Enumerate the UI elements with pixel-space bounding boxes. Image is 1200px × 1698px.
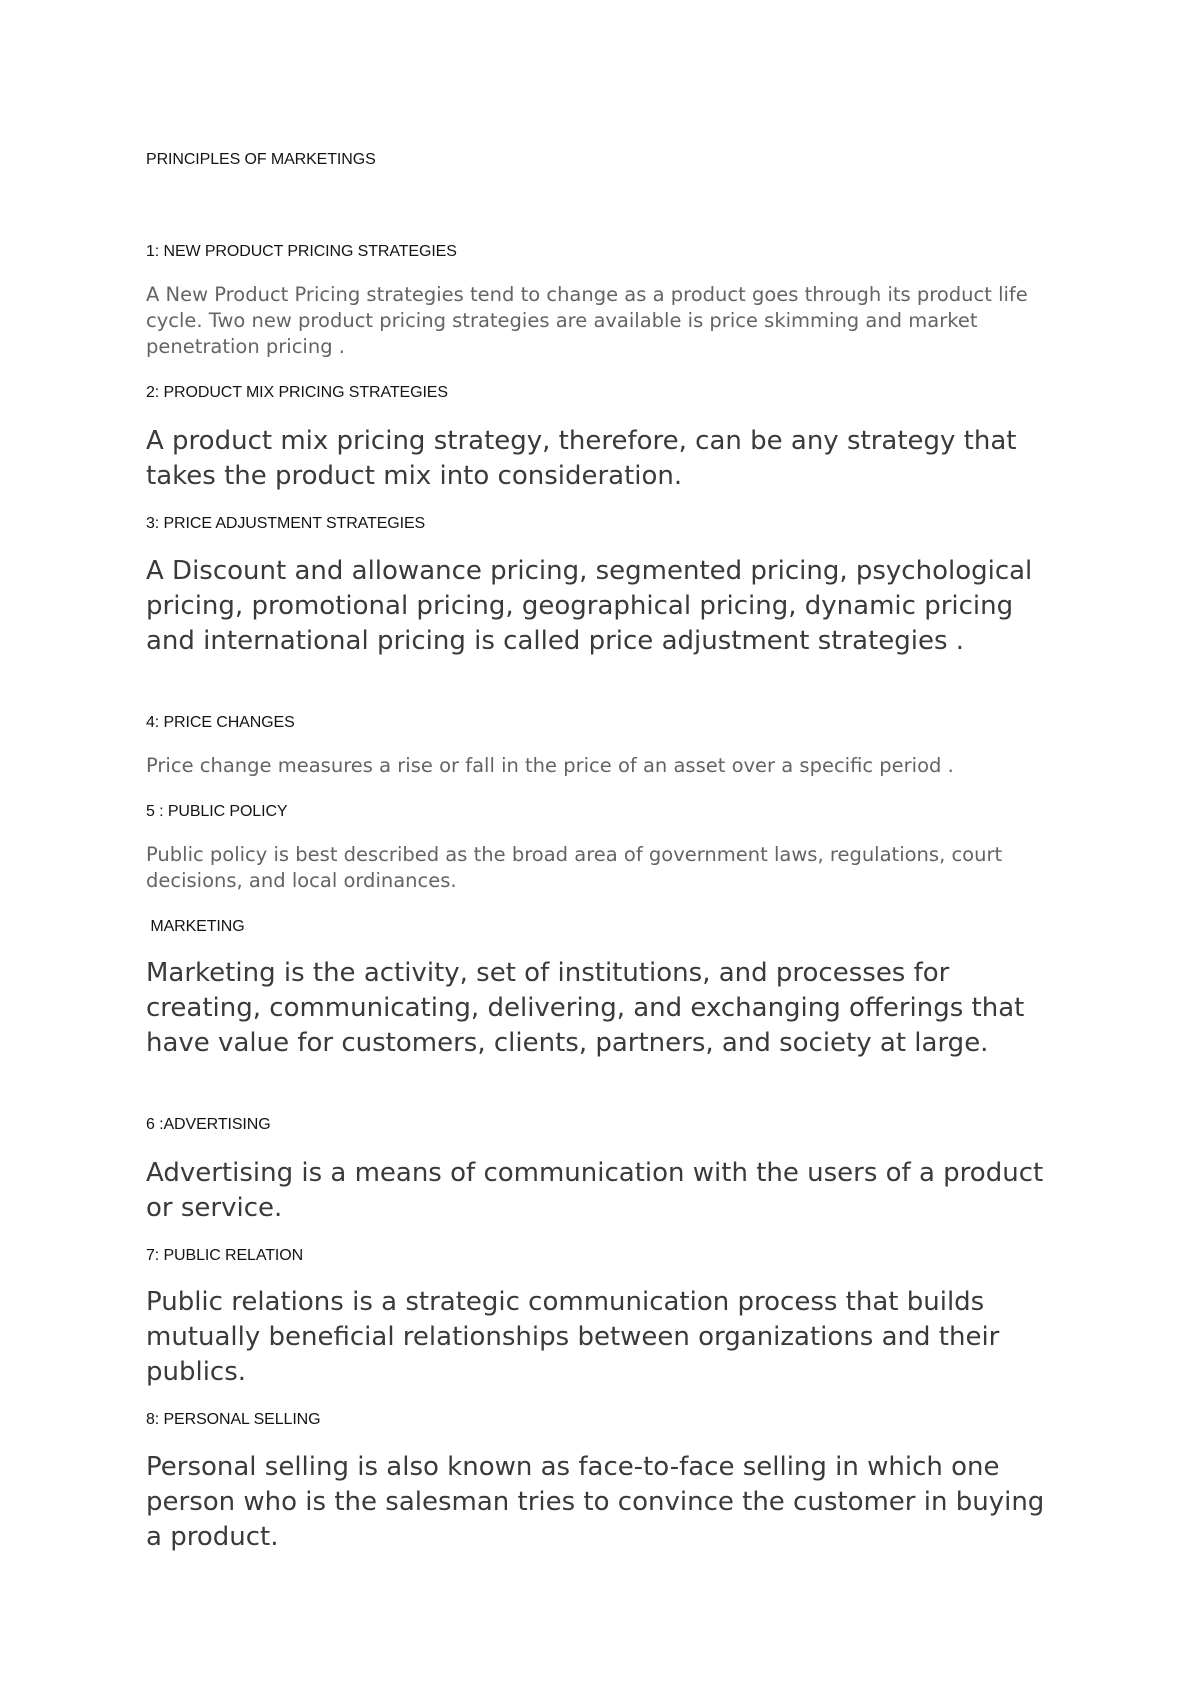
section-marketing-heading: MARKETING (146, 918, 245, 935)
section-5-heading: 5 : PUBLIC POLICY (146, 803, 288, 820)
section-8-body: Personal selling is also known as face-to-face selling in which one person who is the salesman tries to convince the customer in buying a product. (146, 1452, 1045, 1552)
section-7-heading: 7: PUBLIC RELATION (146, 1247, 304, 1264)
document-title: PRINCIPLES OF MARKETINGS (146, 151, 376, 168)
section-5-body: Public policy is best described as the broad area of government laws, regulations, court decisions, and local ordinances. (146, 843, 1003, 892)
section-marketing-body: Marketing is the activity, set of institutions, and processes for creating, communicating, delivering, and exchanging offerings that have value for customers, clients, partners, and society at large. (146, 958, 1025, 1058)
section-1-body: A New Product Pricing strategies tend to change as a product goes through its product life cycle. Two new product pricing strategies are available is price skimming and market penetration pricing . (146, 283, 1028, 358)
section-4-body: Price change measures a rise or fall in the price of an asset over a specific period . (146, 754, 954, 777)
section-3-heading: 3: PRICE ADJUSTMENT STRATEGIES (146, 515, 426, 532)
section-7-body: Public relations is a strategic communication process that builds mutually beneficial relationships between organizations and their publics. (146, 1287, 1000, 1387)
section-6-body: Advertising is a means of communication with the users of a product or service. (146, 1158, 1044, 1223)
section-1-heading: 1: NEW PRODUCT PRICING STRATEGIES (146, 243, 457, 260)
section-8-heading: 8: PERSONAL SELLING (146, 1411, 321, 1428)
section-4-heading: 4: PRICE CHANGES (146, 714, 295, 731)
section-2-body: A product mix pricing strategy, therefore, can be any strategy that takes the product mix into consideration. (146, 426, 1017, 491)
section-3-body: A Discount and allowance pricing, segmented pricing, psychological pricing, promotional pricing, geographical pricing, dynamic pricing and international pricing is called price adjustment strategies . (146, 556, 1033, 656)
section-2-heading: 2: PRODUCT MIX PRICING STRATEGIES (146, 384, 448, 401)
section-6-heading: 6 :ADVERTISING (146, 1116, 271, 1133)
